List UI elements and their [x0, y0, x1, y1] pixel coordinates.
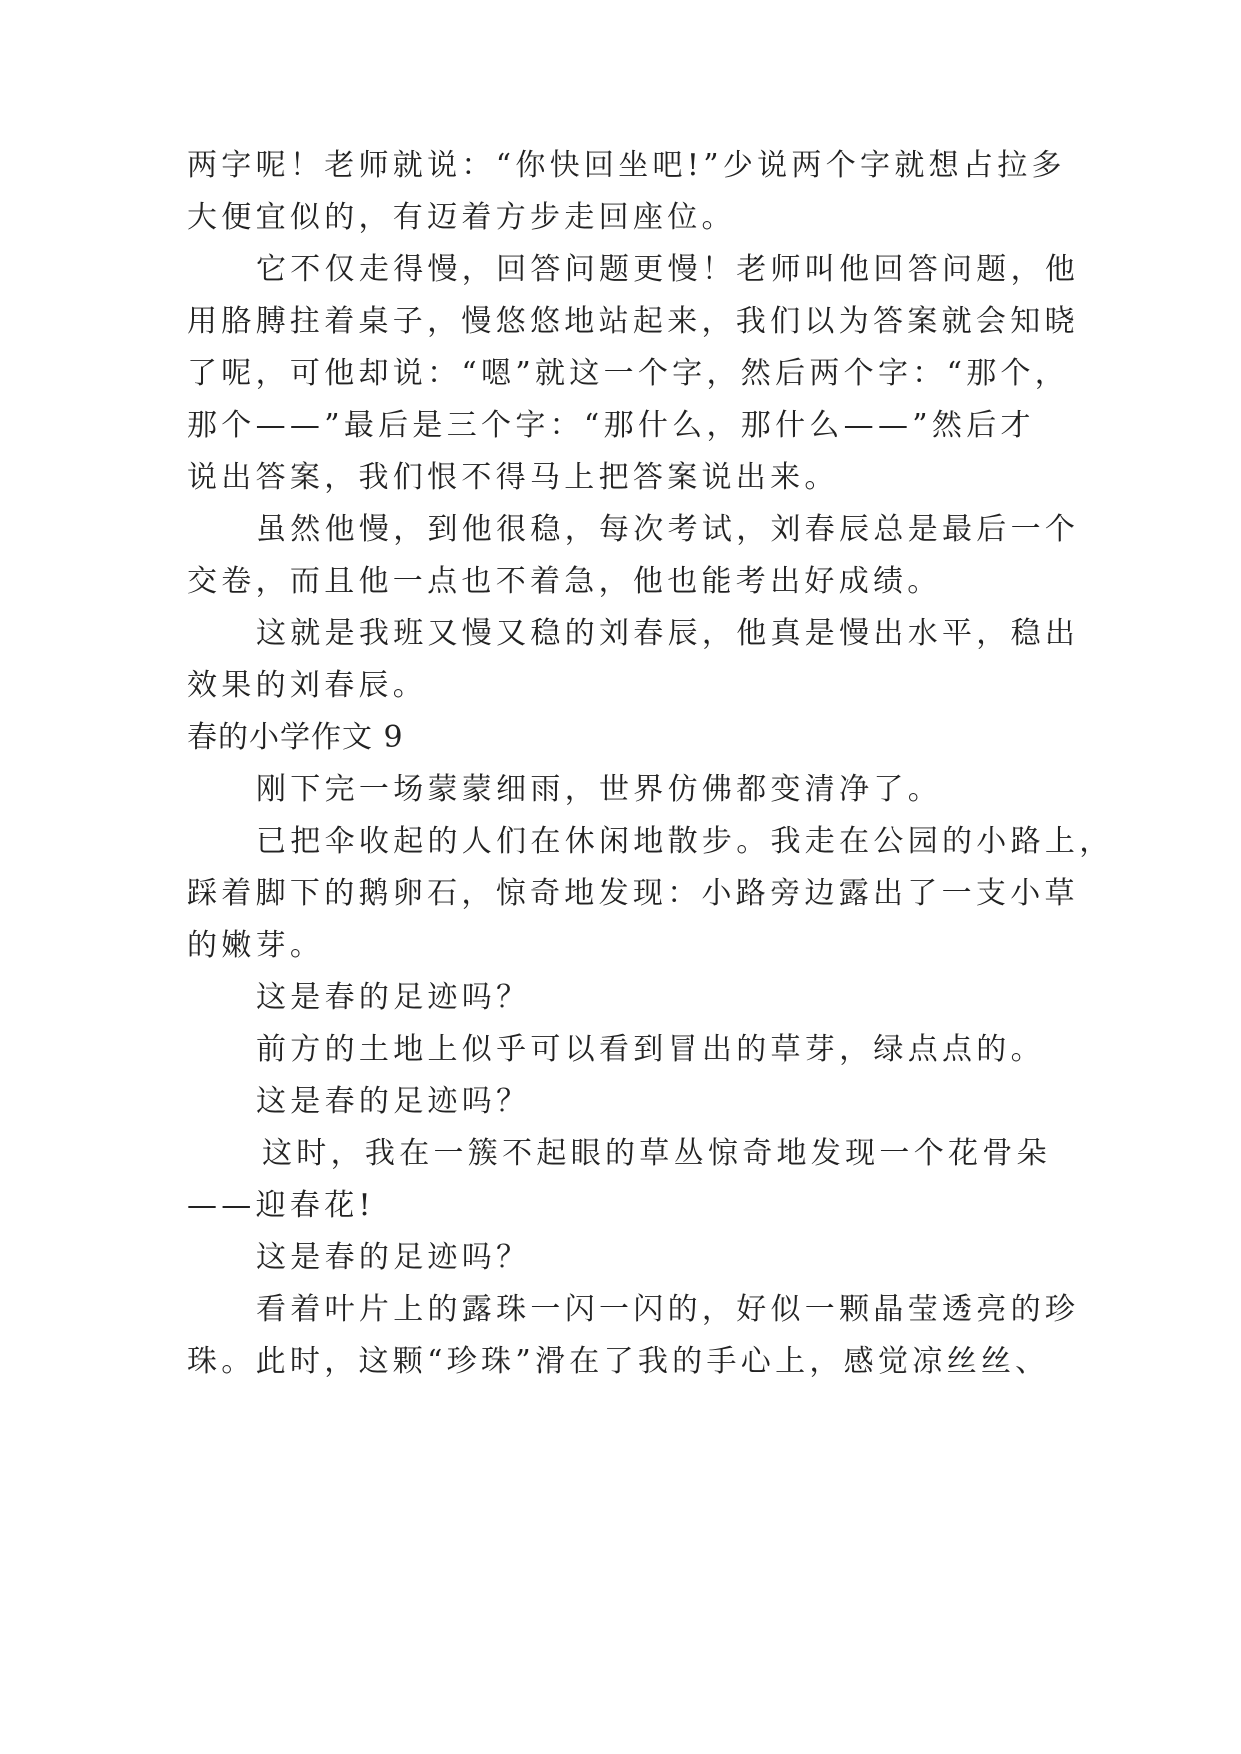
section-heading: 春的小学作文 9 — [187, 720, 404, 755]
paragraph-start-line: 这是春的足迹吗？ — [256, 1240, 531, 1275]
paragraph-start-line: 这是春的足迹吗？ — [256, 980, 531, 1015]
text-line: 踩着脚下的鹅卵石，惊奇地发现：小路旁边露出了一支小草 — [187, 876, 1079, 911]
text-line: 珠。此时，这颗“珍珠”滑在了我的手心上，感觉凉丝丝、 — [187, 1344, 1050, 1379]
text-line: 的嫩芽。 — [187, 928, 325, 963]
text-line: 用胳膊拄着桌子，慢悠悠地站起来，我们以为答案就会知晓 — [187, 304, 1079, 339]
paragraph-start-line: 它不仅走得慢，回答问题更慢！老师叫他回答问题，他 — [256, 252, 1080, 287]
paragraph-start-line: 这就是我班又慢又稳的刘春辰，他真是慢出水平，稳出 — [256, 616, 1080, 651]
text-line: 两字呢！老师就说：“你快回坐吧!”少说两个字就想占拉多 — [187, 148, 1066, 183]
paragraph-start-line: 这是春的足迹吗？ — [256, 1084, 531, 1119]
text-line: 交卷，而且他一点也不着急，他也能考出好成绩。 — [187, 564, 942, 599]
paragraph-start-line: 前方的土地上似乎可以看到冒出的草芽，绿点点的。 — [256, 1032, 1045, 1067]
text-line: 说出答案，我们恨不得马上把答案说出来。 — [187, 460, 839, 495]
text-line: 了呢，可他却说：“嗯”就这一个字，然后两个字：“那个， — [187, 356, 1070, 391]
text-line: 效果的刘春辰。 — [187, 668, 428, 703]
paragraph-start-line: 这时，我在一簇不起眼的草丛惊奇地发现一个花骨朵 — [262, 1136, 1051, 1171]
text-line: 大便宜似的，有迈着方步走回座位。 — [187, 200, 736, 235]
paragraph-start-line: 已把伞收起的人们在休闲地散步。我走在公园的小路上， — [256, 824, 1114, 859]
paragraph-start-line: 刚下完一场蒙蒙细雨，世界仿佛都变清净了。 — [256, 772, 942, 807]
paragraph-start-line: 虽然他慢，到他很稳，每次考试，刘春辰总是最后一个 — [256, 512, 1080, 547]
text-line: ——迎春花! — [187, 1188, 375, 1223]
paragraph-start-line: 看着叶片上的露珠一闪一闪的，好似一颗晶莹透亮的珍 — [256, 1292, 1080, 1327]
text-line: 那个——”最后是三个字：“那什么，那什么——”然后才 — [187, 408, 1035, 443]
